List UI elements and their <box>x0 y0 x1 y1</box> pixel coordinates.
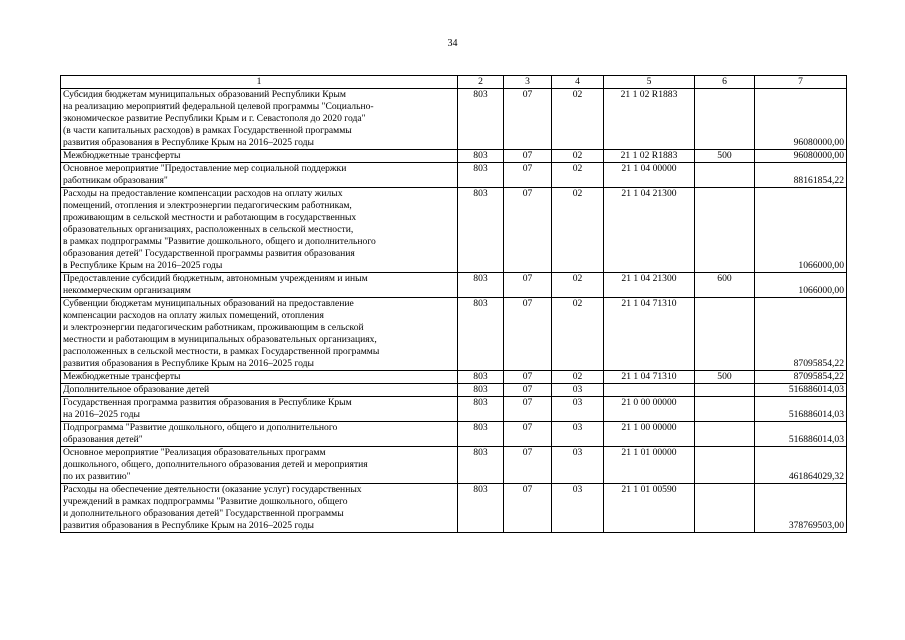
row-name: Субсидия бюджетам муниципальных образований Республики Крым на реализацию мероприятий федеральной целевой программы "Социально- экономическое развитие Республики Крым и г. Севастополя до 2020 года" (в части капитальных расходов) в рамках Государственной программы развития образования в Республике Крым на 2016–2025 годы <box>61 89 458 150</box>
table-row <box>61 150 847 163</box>
header-row <box>61 76 847 89</box>
table-row <box>61 89 847 150</box>
column-header: 2 <box>458 76 504 89</box>
row-expense-type <box>695 384 755 397</box>
row-target-article: 21 1 00 00000 <box>604 422 695 447</box>
budget-table <box>60 75 847 533</box>
table-row <box>61 422 847 447</box>
row-target-article <box>604 384 695 397</box>
row-name: Подпрограмма "Развитие дошкольного, общего и дополнительного образования детей" <box>61 422 458 447</box>
column-header: 3 <box>504 76 552 89</box>
row-amount: 1066000,00 <box>755 273 847 298</box>
row-admin-code: 803 <box>458 188 504 273</box>
row-amount: 516886014,03 <box>755 384 847 397</box>
row-admin-code: 803 <box>458 447 504 484</box>
row-admin-code: 803 <box>458 371 504 384</box>
row-target-article: 21 1 04 71310 <box>604 298 695 371</box>
row-expense-type <box>695 89 755 150</box>
row-admin-code: 803 <box>458 89 504 150</box>
column-header: 1 <box>61 76 458 89</box>
row-subsection: 03 <box>552 384 604 397</box>
row-target-article: 21 1 04 00000 <box>604 163 695 188</box>
row-admin-code: 803 <box>458 298 504 371</box>
row-section: 07 <box>504 89 552 150</box>
row-name: Субвенции бюджетам муниципальных образований на предоставление компенсации расходов на оплату жилых помещений, отопления и электроэнергии педагогическим работникам, проживающим в сельской местности и работающим в муниципальных образовательных организациях, расположенных в сельской местности, в рамках Государственной программы развития образования в Республике Крым на 2016–2025 годы <box>61 298 458 371</box>
row-name: Предоставление субсидий бюджетным, автономным учреждениям и иным некоммерческим организациям <box>61 273 458 298</box>
column-header: 5 <box>604 76 695 89</box>
row-amount: 516886014,03 <box>755 422 847 447</box>
row-name: Основное мероприятие "Реализация образовательных программ дошкольного, общего, дополнительного образования детей и мероприятия по их развитию" <box>61 447 458 484</box>
row-section: 07 <box>504 273 552 298</box>
row-name: Расходы на обеспечение деятельности (оказание услуг) государственных учреждений в рамках подпрограммы "Развитие дошкольного, общего и дополнительного образования детей" Государственной программы развития образования в Республике Крым на 2016–2025 годы <box>61 484 458 533</box>
row-subsection: 02 <box>552 298 604 371</box>
row-expense-type <box>695 484 755 533</box>
row-target-article: 21 1 02 R1883 <box>604 89 695 150</box>
row-target-article: 21 1 04 21300 <box>604 188 695 273</box>
row-admin-code: 803 <box>458 150 504 163</box>
row-expense-type <box>695 298 755 371</box>
row-name: Дополнительное образование детей <box>61 384 458 397</box>
column-header: 4 <box>552 76 604 89</box>
row-section: 07 <box>504 298 552 371</box>
row-name: Основное мероприятие "Предоставление мер социальной поддержки работникам образования" <box>61 163 458 188</box>
table-row <box>61 188 847 273</box>
row-section: 07 <box>504 422 552 447</box>
row-section: 07 <box>504 447 552 484</box>
row-name: Государственная программа развития образования в Республике Крым на 2016–2025 годы <box>61 397 458 422</box>
row-section: 07 <box>504 163 552 188</box>
row-subsection: 02 <box>552 371 604 384</box>
row-expense-type <box>695 397 755 422</box>
row-admin-code: 803 <box>458 163 504 188</box>
row-admin-code: 803 <box>458 422 504 447</box>
row-amount: 378769503,00 <box>755 484 847 533</box>
row-target-article: 21 1 04 21300 <box>604 273 695 298</box>
row-section: 07 <box>504 484 552 533</box>
row-amount: 88161854,22 <box>755 163 847 188</box>
row-subsection: 02 <box>552 273 604 298</box>
table-row <box>61 371 847 384</box>
row-subsection: 02 <box>552 89 604 150</box>
row-expense-type <box>695 188 755 273</box>
column-header: 7 <box>755 76 847 89</box>
row-amount: 461864029,32 <box>755 447 847 484</box>
row-amount: 1066000,00 <box>755 188 847 273</box>
row-name: Расходы на предоставление компенсации расходов на оплату жилых помещений, отопления и электроэнергии педагогическим работникам, проживающим в сельской местности и работающим в государственных образовательных организациях, расположенных в сельской местности, в рамках подпрограммы "Развитие дошкольного, общего и дополнительного образования детей" Государственной программы развития образования в Республике Крым на 2016–2025 годы <box>61 188 458 273</box>
row-expense-type: 500 <box>695 150 755 163</box>
row-expense-type: 600 <box>695 273 755 298</box>
table-row <box>61 298 847 371</box>
table-row <box>61 273 847 298</box>
row-target-article: 21 1 01 00590 <box>604 484 695 533</box>
row-amount: 87095854,22 <box>755 371 847 384</box>
row-section: 07 <box>504 188 552 273</box>
row-subsection: 03 <box>552 447 604 484</box>
row-amount: 516886014,03 <box>755 397 847 422</box>
row-expense-type <box>695 447 755 484</box>
row-admin-code: 803 <box>458 397 504 422</box>
row-section: 07 <box>504 150 552 163</box>
row-expense-type <box>695 163 755 188</box>
row-section: 07 <box>504 384 552 397</box>
row-target-article: 21 0 00 00000 <box>604 397 695 422</box>
table-row <box>61 163 847 188</box>
row-amount: 87095854,22 <box>755 298 847 371</box>
table-row <box>61 384 847 397</box>
row-admin-code: 803 <box>458 384 504 397</box>
row-section: 07 <box>504 397 552 422</box>
row-target-article: 21 1 04 71310 <box>604 371 695 384</box>
row-target-article: 21 1 01 00000 <box>604 447 695 484</box>
row-subsection: 02 <box>552 163 604 188</box>
column-header: 6 <box>695 76 755 89</box>
row-expense-type: 500 <box>695 371 755 384</box>
row-subsection: 02 <box>552 188 604 273</box>
row-target-article: 21 1 02 R1883 <box>604 150 695 163</box>
page-number: 34 <box>447 38 458 49</box>
row-subsection: 03 <box>552 422 604 447</box>
row-expense-type <box>695 422 755 447</box>
table-row <box>61 484 847 533</box>
row-amount: 96080000,00 <box>755 150 847 163</box>
row-name: Межбюджетные трансферты <box>61 371 458 384</box>
row-subsection: 03 <box>552 397 604 422</box>
row-name: Межбюджетные трансферты <box>61 150 458 163</box>
row-admin-code: 803 <box>458 484 504 533</box>
row-subsection: 02 <box>552 150 604 163</box>
table-row <box>61 447 847 484</box>
row-subsection: 03 <box>552 484 604 533</box>
table-row <box>61 397 847 422</box>
row-amount: 96080000,00 <box>755 89 847 150</box>
row-section: 07 <box>504 371 552 384</box>
row-admin-code: 803 <box>458 273 504 298</box>
